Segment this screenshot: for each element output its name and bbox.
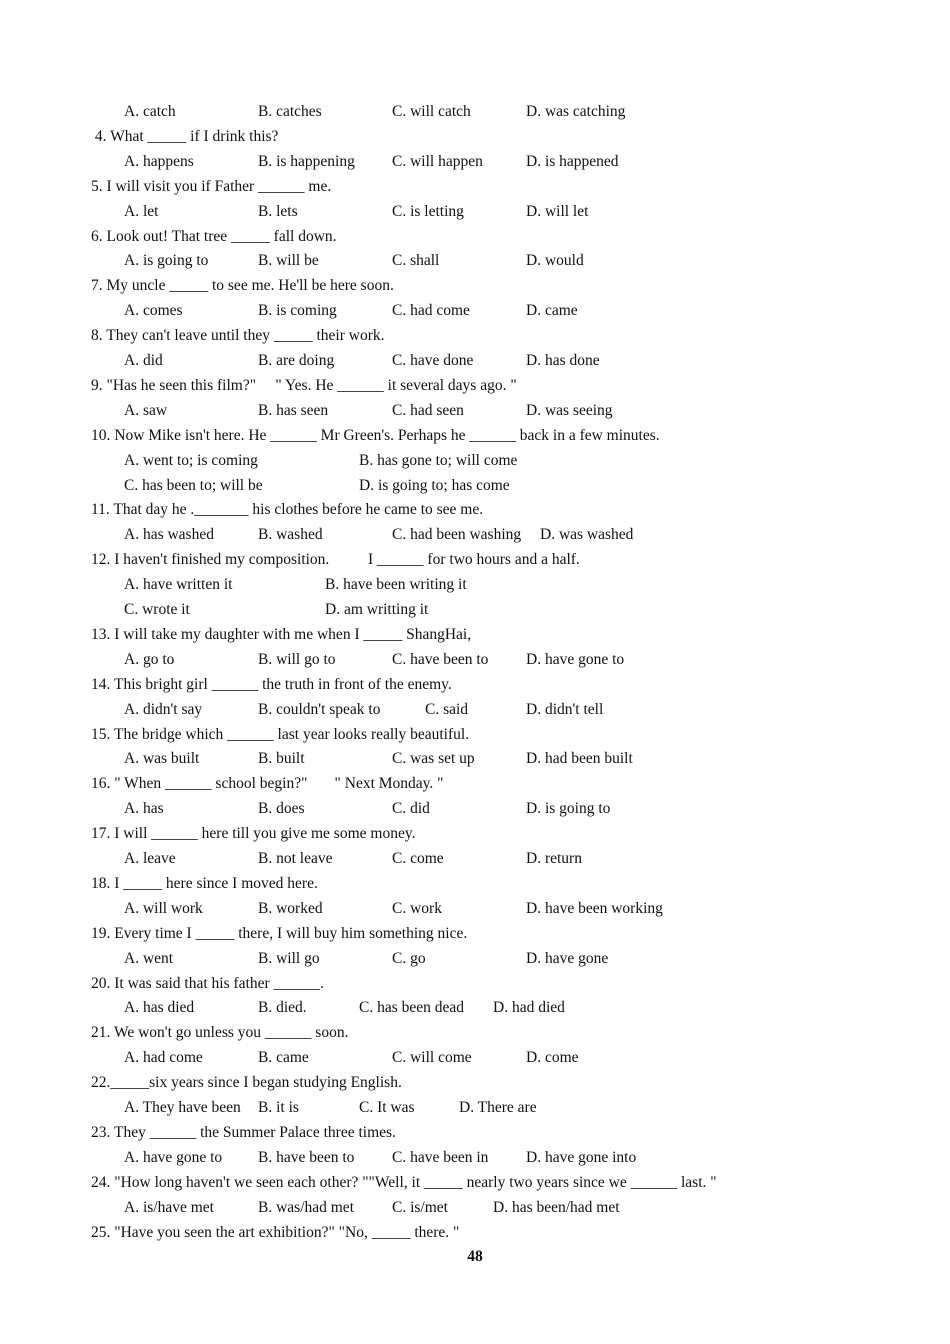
- question-text: 7. My uncle _____ to see me. He'll be here soon.: [91, 277, 394, 295]
- question-stem: [0, 327, 950, 352]
- answer-option: D. is going to; has come: [359, 476, 510, 494]
- answer-option: D. was catching: [526, 103, 626, 120]
- answer-option: A. let: [124, 202, 159, 220]
- answer-option: A. have written it: [124, 576, 233, 594]
- question-stem: [0, 551, 950, 576]
- question-stem: [0, 228, 950, 253]
- question-text: 24. "How long haven't we seen each other? ""Well, it _____ nearly two years since we ______ last. ": [91, 1173, 717, 1191]
- answer-option: A. went to; is coming: [124, 451, 258, 469]
- answer-option: C. had been washing: [392, 526, 522, 544]
- question-stem: [0, 975, 950, 1000]
- answer-options: [0, 950, 950, 975]
- answer-option: D. have gone into: [526, 1148, 637, 1166]
- answer-option: C. has been dead: [359, 999, 465, 1017]
- answer-option: C. said: [425, 700, 469, 718]
- answer-option: A. has died: [124, 999, 195, 1017]
- answer-options: [0, 750, 950, 775]
- answer-option: B. is happening: [258, 152, 355, 170]
- answer-option: A. is going to: [124, 252, 209, 270]
- answer-option: A. catch: [124, 103, 176, 120]
- answer-option: B. has gone to; will come: [359, 451, 518, 469]
- answer-option: D. was seeing: [526, 401, 613, 419]
- answer-option: C. wrote it: [124, 601, 190, 618]
- answer-option: B. it is: [258, 1099, 299, 1116]
- answer-option: C. was set up: [392, 750, 475, 768]
- answer-option: C. have been in: [392, 1148, 489, 1166]
- answer-option: D. has done: [526, 352, 600, 369]
- answer-option: A. didn't say: [124, 700, 203, 718]
- question-text: 6. Look out! That tree _____ fall down.: [91, 227, 337, 245]
- answer-option: C. did: [392, 800, 430, 818]
- answer-option: A. did: [124, 352, 163, 369]
- answer-option: D. return: [526, 850, 582, 867]
- answer-option: C. will happen: [392, 152, 483, 170]
- answer-options: [0, 601, 950, 626]
- answer-option: C. have been to: [392, 650, 489, 668]
- answer-option: A. happens: [124, 152, 194, 170]
- answer-option: D. was washed: [540, 526, 634, 544]
- answer-options: [0, 999, 950, 1024]
- answer-option: C. is letting: [392, 202, 464, 220]
- question-stem: [0, 1124, 950, 1149]
- question-text: 8. They can't leave until they _____ their work.: [91, 327, 385, 345]
- question-stem: [0, 676, 950, 701]
- answer-options: [0, 352, 950, 377]
- answer-options: [0, 477, 950, 502]
- answer-option: B. washed: [258, 526, 323, 544]
- answer-options: [0, 1199, 950, 1224]
- question-stem: [0, 1174, 950, 1199]
- answer-option: B. has seen: [258, 401, 329, 419]
- answer-option: B. catches: [258, 103, 322, 120]
- answer-option: D. am writting it: [325, 601, 429, 618]
- answer-option: D. would: [526, 252, 584, 270]
- answer-option: D. has been/had met: [493, 1198, 620, 1216]
- answer-option: A. go to: [124, 650, 175, 668]
- question-stem: [0, 1024, 950, 1049]
- answer-options: [0, 1149, 950, 1174]
- question-stem: [0, 1224, 950, 1249]
- answer-option: A. leave: [124, 850, 176, 867]
- answer-option: B. have been to: [258, 1148, 355, 1166]
- answer-option: B. lets: [258, 202, 298, 220]
- answer-option: B. not leave: [258, 850, 333, 867]
- question-text: 5. I will visit you if Father ______ me.: [91, 177, 332, 195]
- answer-option: A. has washed: [124, 526, 214, 544]
- answer-option: A. had come: [124, 1049, 203, 1067]
- question-text: 16. " When ______ school begin?" " Next Monday. ": [91, 775, 444, 793]
- question-text: 14. This bright girl ______ the truth in front of the enemy.: [91, 675, 452, 693]
- answer-option: A. went: [124, 949, 174, 967]
- question-stem: [0, 501, 950, 526]
- answer-option: A. was built: [124, 750, 200, 768]
- answer-option: C. go: [392, 949, 426, 967]
- answer-option: B. was/had met: [258, 1198, 354, 1216]
- answer-option: A. have gone to: [124, 1148, 223, 1166]
- answer-option: C. will come: [392, 1049, 472, 1067]
- answer-option: C. will catch: [392, 103, 471, 120]
- answer-options: [0, 402, 950, 427]
- answer-option: D. There are: [459, 1099, 537, 1116]
- question-text: 13. I will take my daughter with me when I _____ ShangHai,: [91, 625, 472, 643]
- question-stem: [0, 377, 950, 402]
- answer-option: C. shall: [392, 252, 440, 270]
- answer-options: [0, 800, 950, 825]
- answer-options: [0, 900, 950, 925]
- question-text: 17. I will ______ here till you give me some money.: [91, 825, 416, 843]
- answer-option: D. come: [526, 1049, 579, 1067]
- question-text: 15. The bridge which ______ last year looks really beautiful.: [91, 725, 470, 743]
- question-text: 18. I _____ here since I moved here.: [91, 874, 318, 892]
- answer-option: D. is going to: [526, 800, 611, 818]
- answer-option: B. does: [258, 800, 305, 818]
- answer-options: [0, 850, 950, 875]
- answer-option: B. will go: [258, 949, 320, 967]
- question-text: 12. I haven't finished my composition. I ______ for two hours and a half.: [91, 551, 580, 569]
- answer-option: B. died.: [258, 999, 307, 1017]
- question-text: 23. They ______ the Summer Palace three times.: [91, 1123, 396, 1141]
- answer-option: D. is happened: [526, 152, 619, 170]
- answer-option: D. will let: [526, 202, 589, 220]
- answer-option: B. will go to: [258, 650, 336, 668]
- answer-option: C. have done: [392, 352, 474, 369]
- answer-options: [0, 576, 950, 601]
- answer-option: D. had died: [493, 999, 565, 1017]
- answer-option: C. It was: [359, 1099, 415, 1116]
- answer-option: C. come: [392, 850, 444, 867]
- answer-option: A. comes: [124, 302, 183, 320]
- answer-option: D. have gone to: [526, 650, 625, 668]
- answer-options: [0, 651, 950, 676]
- question-stem: [0, 1074, 950, 1099]
- answer-option: C. had come: [392, 302, 470, 320]
- answer-option: B. couldn't speak to: [258, 700, 381, 718]
- question-text: 21. We won't go unless you ______ soon.: [91, 1024, 349, 1042]
- answer-options: [0, 452, 950, 477]
- answer-option: B. have been writing it: [325, 576, 467, 594]
- answer-options: [0, 1049, 950, 1074]
- answer-options: [0, 701, 950, 726]
- question-text: 25. "Have you seen the art exhibition?" "No, _____ there. ": [91, 1223, 460, 1241]
- question-text: 20. It was said that his father ______.: [91, 974, 324, 992]
- answer-options: [0, 302, 950, 327]
- answer-options: [0, 1099, 950, 1124]
- answer-option: C. is/met: [392, 1198, 448, 1216]
- answer-option: B. are doing: [258, 352, 335, 369]
- answer-options: [0, 252, 950, 277]
- answer-option: A. saw: [124, 401, 168, 419]
- question-stem: [0, 875, 950, 900]
- question-text: 9. "Has he seen this film?" " Yes. He ______ it several days ago. ": [91, 376, 517, 394]
- question-stem: [0, 775, 950, 800]
- answer-option: B. will be: [258, 252, 319, 270]
- question-stem: [0, 626, 950, 651]
- answer-option: A. has: [124, 800, 164, 818]
- question-text: 4. What _____ if I drink this?: [91, 127, 279, 145]
- question-stem: [0, 825, 950, 850]
- answer-option: A. They have been: [124, 1099, 241, 1116]
- question-text: 22._____six years since I began studying English.: [91, 1074, 402, 1092]
- answer-option: D. didn't tell: [526, 700, 604, 718]
- question-stem: [0, 726, 950, 751]
- question-stem: [0, 277, 950, 302]
- answer-option: B. built: [258, 750, 305, 768]
- answer-options: [0, 526, 950, 551]
- question-text: 10. Now Mike isn't here. He ______ Mr Green's. Perhaps he ______ back in a few minutes.: [91, 426, 660, 444]
- answer-option: D. came: [526, 302, 578, 320]
- answer-option: B. came: [258, 1049, 309, 1067]
- answer-option: A. is/have met: [124, 1198, 214, 1216]
- answer-options: [0, 203, 950, 228]
- answer-option: D. had been built: [526, 750, 633, 768]
- answer-option: C. has been to; will be: [124, 476, 263, 494]
- answer-option: C. work: [392, 899, 442, 917]
- answer-option: C. had seen: [392, 401, 464, 419]
- question-text: 19. Every time I _____ there, I will buy him something nice.: [91, 924, 468, 942]
- answer-option: D. have been working: [526, 899, 663, 917]
- answer-options: [0, 103, 950, 128]
- answer-option: B. worked: [258, 899, 323, 917]
- question-stem: [0, 925, 950, 950]
- answer-option: A. will work: [124, 899, 203, 917]
- question-text: 11. That day he ._______ his clothes before he came to see me.: [91, 501, 484, 519]
- page-number: 48: [467, 1248, 483, 1265]
- answer-option: D. have gone: [526, 949, 609, 967]
- question-stem: [0, 178, 950, 203]
- answer-options: [0, 153, 950, 178]
- question-stem: [0, 128, 950, 153]
- answer-option: B. is coming: [258, 302, 337, 320]
- question-stem: [0, 427, 950, 452]
